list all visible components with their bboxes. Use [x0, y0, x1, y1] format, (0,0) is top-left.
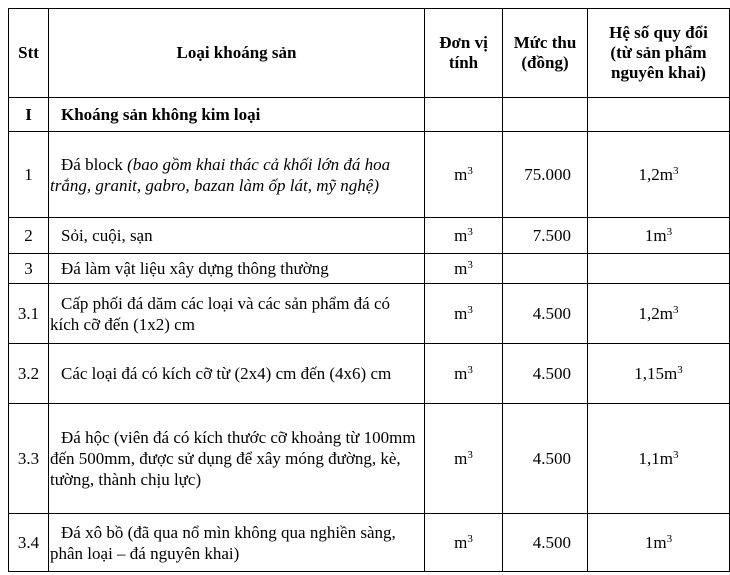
table-row: 3.1 Cấp phối đá dăm các loại và các sản phẩm đá có kích cỡ đến (1x2) cm $m^3$ 4.500 $1,2m^3$	[9, 284, 730, 344]
table-header-row	[9, 9, 730, 98]
section-stt: I	[9, 98, 49, 132]
header-conversion-coefficient: Hệ số quy đổi (từ sản phẩm nguyên khai)	[588, 9, 730, 98]
mineral-name: Các loại đá có kích cỡ từ (2x4) cm đến (4x6) cm	[49, 344, 425, 404]
table-row: 3 Đá làm vật liệu xây dựng thông thường $m^3$	[9, 254, 730, 284]
mineral-name: Đá hộc (viên đá có kích thước cỡ khoảng từ 100mm đến 500mm, được sử dụng để xây móng đường, kè, tường, thành chịu lực)	[49, 404, 425, 514]
header-unit: Đơn vị tính	[425, 9, 503, 98]
header-mineral-type: Loại khoáng sản	[49, 9, 425, 98]
table-row: 3.3 Đá hộc (viên đá có kích thước cỡ khoảng từ 100mm đến 500mm, được sử dụng để xây móng đường, kè, tường, thành chịu lực) $m^3$ 4.500 $1,1m^3$	[9, 404, 730, 514]
table-row: 1 Đá block (bao gồm khai thác cả khối lớn đá hoa trắng, granit, gabro, bazan làm ốp lát, mỹ nghệ) $m^3$ 75.000 $1,2m^3$	[9, 132, 730, 218]
mineral-fee-table	[8, 8, 730, 572]
section-row	[9, 98, 730, 132]
table-row: 2 Sỏi, cuội, sạn $m^3$ 7.500 $1m^3$	[9, 218, 730, 254]
mineral-name: Đá block (bao gồm khai thác cả khối lớn đá hoa trắng, granit, gabro, bazan làm ốp lát, mỹ nghệ)	[49, 132, 425, 218]
header-stt: Stt	[9, 9, 49, 98]
header-fee: Mức thu (đồng)	[503, 9, 588, 98]
section-title: Khoáng sản không kim loại	[49, 98, 425, 132]
mineral-name: Sỏi, cuội, sạn	[49, 218, 425, 254]
table-row: 3.4 Đá xô bồ (đã qua nổ mìn không qua nghiền sàng, phân loại – đá nguyên khai) $m^3$ 4.500 $1m^3$	[9, 514, 730, 572]
mineral-name: Đá làm vật liệu xây dựng thông thường	[49, 254, 425, 284]
mineral-name: Cấp phối đá dăm các loại và các sản phẩm đá có kích cỡ đến (1x2) cm	[49, 284, 425, 344]
mineral-name: Đá xô bồ (đã qua nổ mìn không qua nghiền sàng, phân loại – đá nguyên khai)	[49, 514, 425, 572]
table-row: 3.2 Các loại đá có kích cỡ từ (2x4) cm đến (4x6) cm $m^3$ 4.500 $1,15m^3$	[9, 344, 730, 404]
